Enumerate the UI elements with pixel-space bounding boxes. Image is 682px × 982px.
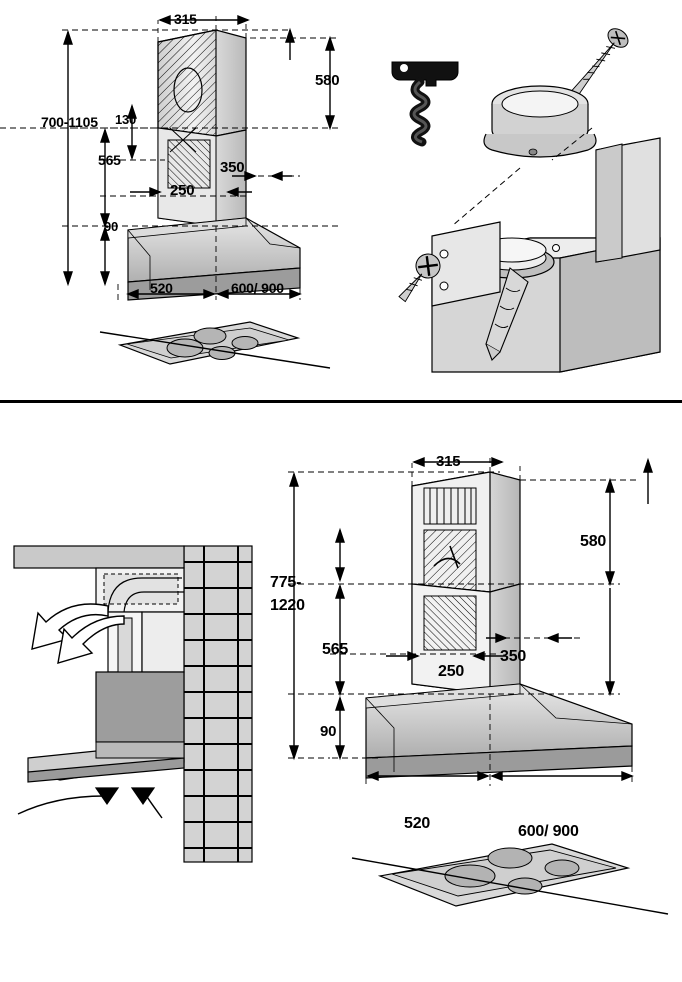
dimension-label-580-bottom: 580	[580, 533, 607, 550]
dimension-label-520-bottom: 520	[404, 815, 431, 832]
dimension-label-130: 130	[115, 112, 137, 127]
panel-bottom	[0, 406, 682, 982]
dimension-label-520-top: 520	[150, 280, 173, 296]
top-panel-drawing	[0, 0, 682, 400]
dimension-label-350-bottom: 350	[500, 648, 527, 665]
dimension-label-1220: 1220	[270, 597, 305, 614]
panel-divider	[0, 400, 682, 403]
dimension-label-700-1105: 700-1105	[41, 114, 98, 130]
dimension-label-90-bottom: 90	[320, 723, 337, 740]
dimension-label-580-top: 580	[315, 72, 340, 89]
bottom-panel-drawing	[0, 406, 682, 982]
dimension-label-565-top: 565	[98, 152, 121, 168]
dimension-label-350-top: 350	[220, 159, 245, 176]
dimension-label-315-top: 315	[174, 11, 197, 27]
dimension-label-600-900-bottom: 600/ 900	[518, 823, 579, 840]
panel-top	[0, 0, 682, 400]
dimension-label-250-bottom: 250	[438, 663, 465, 680]
dimension-label-600-900-top: 600/ 900	[231, 280, 284, 296]
dimension-label-250-top: 250	[170, 182, 195, 199]
dimension-label-90-top: 90	[104, 219, 119, 234]
dimension-label-315-bottom: 315	[436, 453, 461, 470]
dimension-label-775: 775-	[270, 574, 302, 591]
dimension-label-565-bottom: 565	[322, 641, 349, 658]
